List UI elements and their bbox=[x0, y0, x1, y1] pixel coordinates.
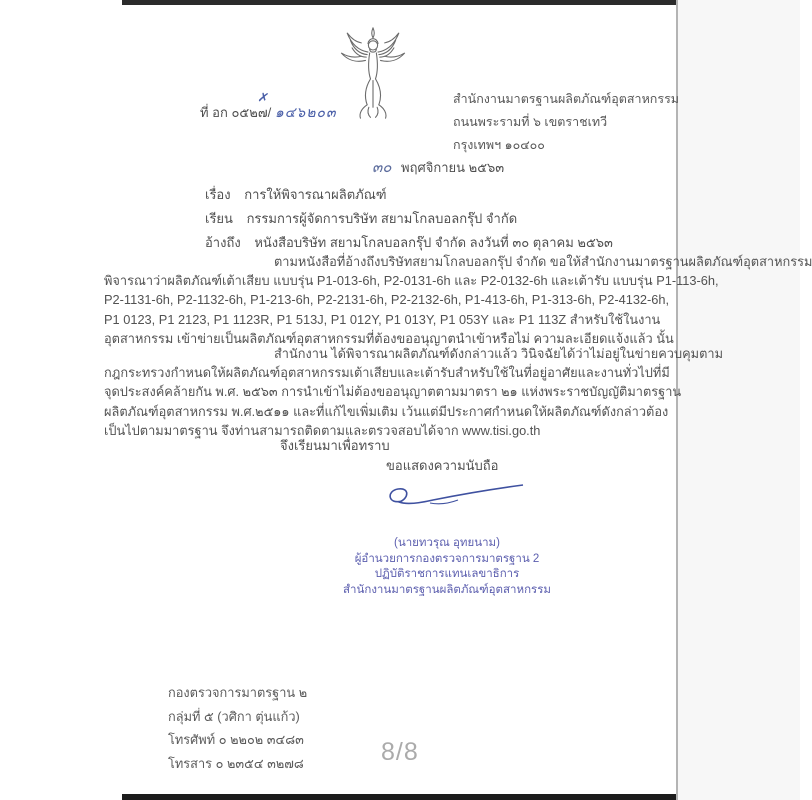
contact-group: กลุ่มที่ ๕ (วศิกา ตุ่นแก้ว) bbox=[168, 708, 300, 724]
recipient-label: เรียน bbox=[205, 211, 233, 226]
sender-address-line: ถนนพระรามที่ ๖ เขตราชเทวี bbox=[453, 115, 608, 129]
contact-division: กองตรวจการมาตรฐาน ๒ bbox=[168, 685, 308, 700]
reference-text: หนังสือบริษัท สยามโกลบอลกรุ๊ป จำกัด ลงวันที่ ๓๐ ตุลาคม ๒๕๖๓ bbox=[254, 235, 613, 250]
signer-stamp-block bbox=[322, 536, 572, 598]
signer-position: ผู้อำนวยการกองตรวจการมาตรฐาน 2 bbox=[354, 552, 540, 565]
paragraph-line: กฎกระทรวงกำหนดให้ผลิตภัณฑ์อุตสาหกรรมเต้าเสียบและเต้ารับสำหรับใช้ในที่อยู่อาศัยและงานทั่วไปที่มี bbox=[104, 365, 670, 381]
recipient-text: กรรมการผู้จัดการบริษัท สยามโกลบอลกรุ๊ป จำกัด bbox=[246, 211, 518, 226]
paragraph-line: P2-1131-6h, P2-1132-6h, P1-213-6h, P2-2131-6h, P2-2132-6h, P1-413-6h, P1-313-6h, P2-4132-6h, bbox=[104, 292, 670, 308]
body-paragraph-1 bbox=[104, 252, 812, 348]
sender-address-block bbox=[453, 88, 679, 157]
signer-name: (นายทวรุณ อุทยนาม) bbox=[394, 537, 500, 549]
subject-label: เรื่อง bbox=[205, 187, 231, 202]
salutation: ขอแสดงความนับถือ bbox=[386, 458, 499, 473]
reference-line bbox=[205, 232, 613, 253]
subject-line bbox=[205, 184, 387, 205]
paragraph-line: สำนักงาน ได้พิจารณาผลิตภัณฑ์ดังกล่าวแล้ว วินิจฉัยได้ว่าไม่อยู่ในข่ายควบคุมตาม bbox=[274, 346, 724, 361]
recipient-line bbox=[205, 208, 517, 229]
paragraph-line: พิจารณาว่าผลิตภัณฑ์เต้าเสียบ แบบรุ่น P1-013-6h, P2-0131-6h และ P2-0132-6h และเต้ารับ แบบรุ่น P1-113-6h, bbox=[104, 273, 719, 289]
date-month-year: พฤศจิกายน ๒๕๖๓ bbox=[401, 160, 505, 175]
page-number: 8/8 bbox=[381, 738, 419, 766]
closing-phrase: จึงเรียนมาเพื่อทราบ bbox=[280, 438, 390, 453]
signature-ink bbox=[378, 474, 533, 521]
contact-footer-block bbox=[168, 681, 307, 775]
reference-number-line bbox=[200, 102, 337, 124]
reference-number-prefix: ที่ อก ๐๕๒๗/ bbox=[200, 105, 272, 120]
reference-label: อ้างถึง bbox=[205, 235, 241, 250]
subject-text: การให้พิจารณาผลิตภัณฑ์ bbox=[244, 187, 387, 202]
date-day-handwritten: ๓๐ bbox=[372, 159, 392, 176]
sender-address-line: กรุงเทพฯ ๑๐๔๐๐ bbox=[453, 138, 545, 152]
garuda-emblem-icon bbox=[331, 27, 415, 124]
scan-edge-bar-bottom bbox=[122, 794, 678, 800]
paragraph-line: P1 0123, P1 2123, P1 1123R, P1 513J, P1 012Y, P1 013Y, P1 053Y และ P1 113Z สำหรับใช้ในงาน bbox=[104, 311, 661, 327]
signer-organization: สำนักงานมาตรฐานผลิตภัณฑ์อุตสาหกรรม bbox=[343, 583, 551, 596]
contact-fax: โทรสาร ๐ ๒๓๕๔ ๓๒๗๘ bbox=[168, 755, 304, 771]
paragraph-line: จุดประสงค์คล้ายกัน พ.ศ. ๒๕๖๓ การนำเข้าไม่ต้องขออนุญาตตามมาตรา ๒๑ แห่งพระราชบัญญัติมาตรฐาน bbox=[104, 384, 682, 400]
signer-acting-note: ปฏิบัติราชการแทนเลขาธิการ bbox=[374, 568, 520, 580]
paragraph-line: ผลิตภัณฑ์อุตสาหกรรม พ.ศ.๒๕๑๑ และที่แก้ไขเพิ่มเติม เว้นแต่มีประกาศกำหนดให้ผลิตภัณฑ์ดังกล่าวต้อง bbox=[104, 403, 669, 419]
paragraph-line: อุตสาหกรรม เข้าข่ายเป็นผลิตภัณฑ์อุตสาหกรรมที่ต้องขออนุญาตนำเข้าหรือไม่ ความละเอียดแจ้งแล้ว นั้น bbox=[104, 330, 674, 346]
scan-edge-bar-top bbox=[122, 0, 678, 5]
paragraph-line: เป็นไปตามมาตรฐาน จึงท่านสามารถติดตามและตรวจสอบได้จาก www.tisi.go.th bbox=[104, 422, 541, 438]
handwritten-x-mark: ✗ bbox=[256, 89, 271, 106]
paragraph-line: ตามหนังสือที่อ้างถึงบริษัทสยามโกลบอลกรุ๊ป จำกัด ขอให้สำนักงานมาตรฐานผลิตภัณฑ์อุตสาหกรรม bbox=[274, 254, 812, 269]
reference-number-handwritten: ๑๔๖๒๐๓ bbox=[274, 104, 337, 120]
date-line bbox=[372, 155, 504, 179]
contact-phone: โทรศัพท์ ๐ ๒๒๐๒ ๓๔๘๓ bbox=[168, 732, 304, 747]
sender-address-line: สำนักงานมาตรฐานผลิตภัณฑ์อุตสาหกรรม bbox=[453, 92, 680, 106]
body-paragraph-2 bbox=[104, 344, 724, 440]
